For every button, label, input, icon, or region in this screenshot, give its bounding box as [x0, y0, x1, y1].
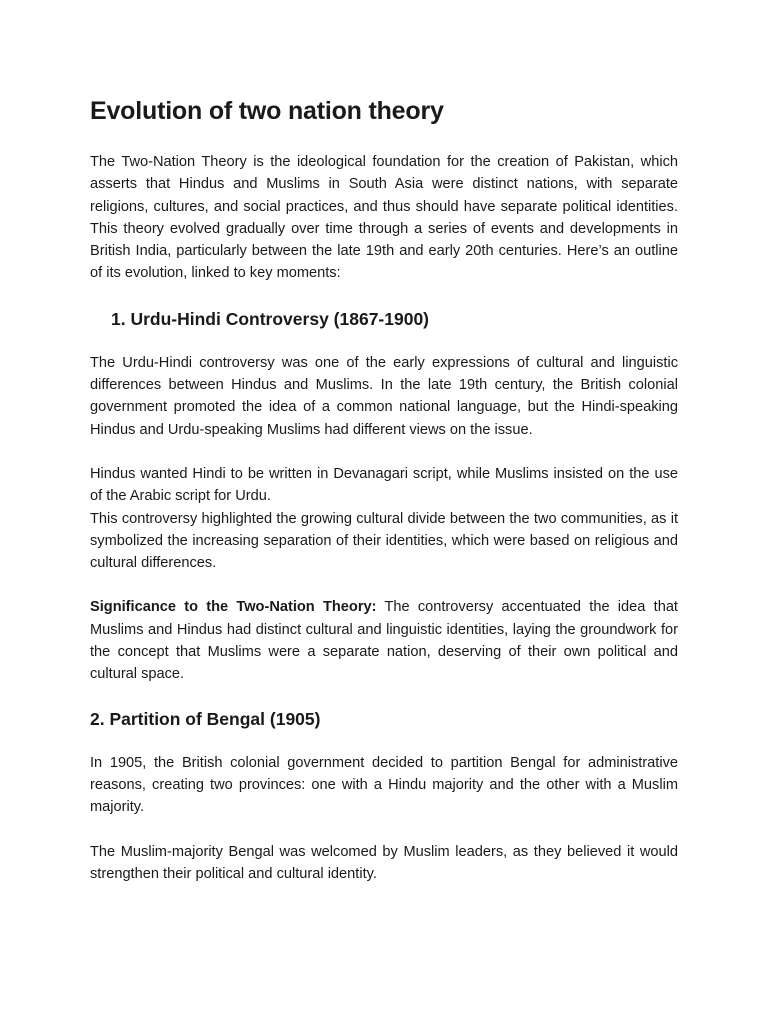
paragraph-urdu-hindi-2: Hindus wanted Hindi to be written in Devanagari script, while Muslims insisted on the use of the Arabic script for Urdu. — [90, 465, 678, 505]
significance-paragraph — [90, 596, 678, 685]
significance-label: Significance to the Two-Nation Theory: — [90, 599, 377, 616]
document-page — [90, 92, 678, 885]
paragraph-urdu-hindi-1: The Urdu-Hindi controversy was one of the early expressions of cultural and linguistic differences between Hindus and Muslims. In the late 19th century, the British colonial government promoted the idea of a common national language, but the Hindi-speaking Hindus and Urdu-speaking Muslims had different views on the issue. — [90, 354, 678, 438]
intro-paragraph: The Two-Nation Theory is the ideological foundation for the creation of Pakistan, which asserts that Hindus and Muslims in South Asia were distinct nations, with separate religions, cultures, and social practices, and thus should have separate political identities. This theory evolved gradually over time through a series of events and developments in British India, particularly between the late 19th and early 20th centuries. Here’s an outline of its evolution, linked to key moments: — [90, 154, 678, 282]
paragraph-bengal-1: In 1905, the British colonial government decided to partition Bengal for administrative reasons, creating two provinces: one with a Hindu majority and the other with a Muslim majority. — [90, 754, 678, 816]
significance-text: The controversy accentuated the idea that Muslims and Hindus had distinct cultural and linguistic identities, laying the groundwork for the concept that Muslims were a separate nation, deserving of their own political and cultural space. — [90, 599, 678, 683]
paragraph-urdu-hindi-3: This controversy highlighted the growing cultural divide between the two communities, as it symbolized the increasing separation of their identities, which were based on religious and cultural differences. — [90, 510, 678, 572]
document-title: Evolution of two nation theory — [90, 97, 444, 125]
paragraph-bengal-2: The Muslim-majority Bengal was welcomed by Muslim leaders, as they believed it would strengthen their political and cultural identity. — [90, 843, 678, 882]
section-heading-partition-bengal: 2. Partition of Bengal (1905) — [90, 708, 321, 729]
section-heading-urdu-hindi: 1. Urdu-Hindi Controversy (1867-1900) — [111, 308, 430, 329]
